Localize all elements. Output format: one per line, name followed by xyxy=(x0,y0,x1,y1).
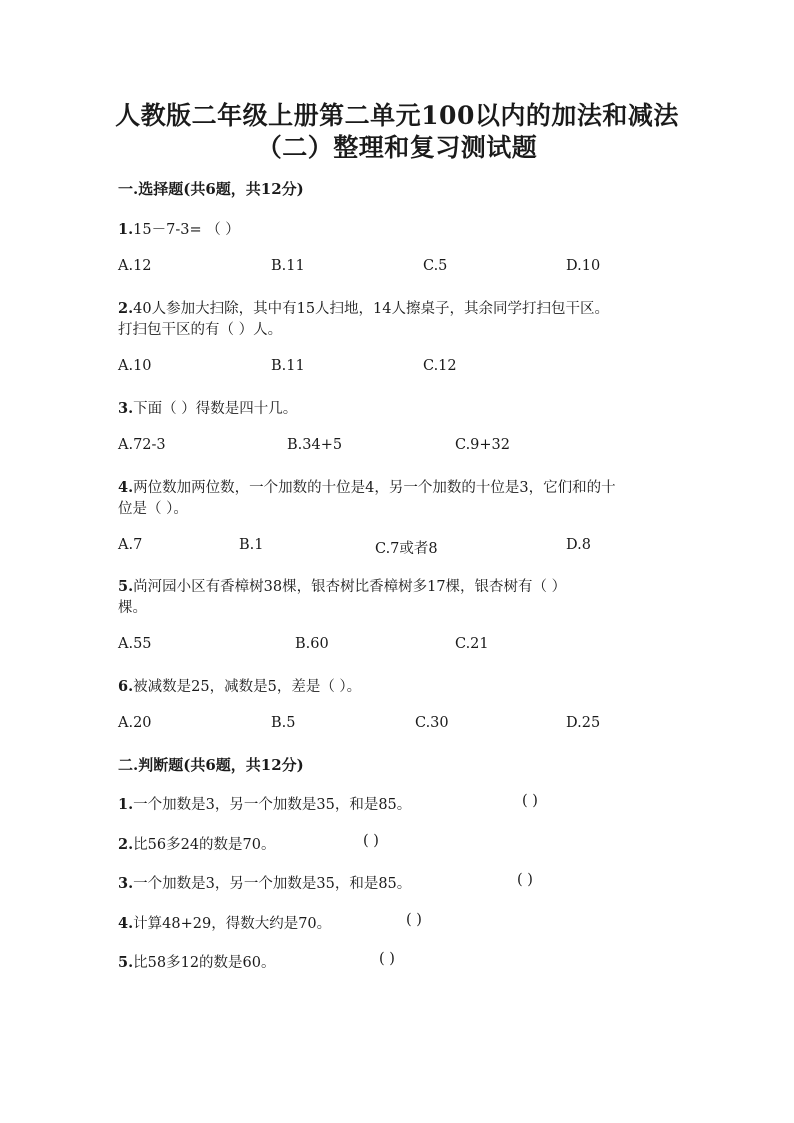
option-b: B.11 xyxy=(271,258,305,274)
judge-question-5 xyxy=(118,951,276,972)
question-text: 比58多12的数是60。 xyxy=(133,955,276,971)
question-number: 2. xyxy=(118,300,134,317)
page-title-line1: 人教版二年级上册第二单元100以内的加法和减法 xyxy=(115,101,679,130)
question-text: 比56多24的数是70。 xyxy=(133,837,276,853)
option-c: C.21 xyxy=(455,636,489,652)
question-3 xyxy=(118,397,297,418)
option-d: D.10 xyxy=(566,258,601,274)
option-a: A.55 xyxy=(118,636,152,652)
question-5-continued: 棵。 xyxy=(118,600,147,616)
option-a: A.10 xyxy=(118,358,152,374)
question-1 xyxy=(118,218,240,239)
question-4-continued: 位是（ ）。 xyxy=(118,501,188,517)
question-number: 3. xyxy=(118,400,134,417)
question-number: 2. xyxy=(118,836,134,853)
question-6 xyxy=(118,675,361,696)
question-text: 一个加数是3，另一个加数是35，和是85。 xyxy=(133,797,412,813)
answer-paren: ( ) xyxy=(379,951,395,967)
option-c: C.7或者8 xyxy=(375,541,438,557)
judge-question-2 xyxy=(118,833,276,854)
option-a: A.20 xyxy=(118,715,152,731)
question-5 xyxy=(118,575,566,596)
question-number: 3. xyxy=(118,875,134,892)
option-b: B.1 xyxy=(239,537,264,553)
option-c: C.12 xyxy=(423,358,457,374)
section2-heading: 二.判断题(共6题，共12分) xyxy=(118,756,304,774)
option-b: B.5 xyxy=(271,715,296,731)
option-a: A.7 xyxy=(118,537,143,553)
question-number: 5. xyxy=(118,578,134,595)
page-title-line2: （二）整理和复习测试题 xyxy=(256,133,538,162)
judge-question-3 xyxy=(118,872,411,893)
answer-paren: ( ) xyxy=(363,833,379,849)
section1-heading: 一.选择题(共6题，共12分) xyxy=(118,180,304,198)
option-b: B.60 xyxy=(295,636,329,652)
answer-paren: ( ) xyxy=(522,793,538,809)
option-d: D.25 xyxy=(566,715,601,731)
question-text: 下面（ ）得数是四十几。 xyxy=(133,401,298,417)
question-text: 被减数是25，减数是5，差是（ ）。 xyxy=(133,679,362,695)
question-text: 一个加数是3，另一个加数是35，和是85。 xyxy=(133,876,412,892)
question-text: 尚河园小区有香樟树38棵，银杏树比香樟树多17棵，银杏树有（ ） xyxy=(133,579,567,595)
question-text: 两位数加两位数，一个加数的十位是4，另一个加数的十位是3，它们和的十 xyxy=(133,480,616,496)
answer-paren: ( ) xyxy=(406,912,422,928)
option-c: C.30 xyxy=(415,715,449,731)
question-number: 4. xyxy=(118,915,134,932)
question-text: 计算48+29，得数大约是70。 xyxy=(133,916,332,932)
option-c: C.5 xyxy=(423,258,448,274)
question-2-continued: 打扫包干区的有（ ）人。 xyxy=(118,322,283,338)
question-number: 4. xyxy=(118,479,134,496)
question-4 xyxy=(118,476,616,497)
judge-question-4 xyxy=(118,912,331,933)
question-number: 1. xyxy=(118,221,134,238)
judge-question-1 xyxy=(118,793,411,814)
option-d: D.8 xyxy=(566,537,591,553)
option-a: A.12 xyxy=(118,258,152,274)
option-a: A.72-3 xyxy=(118,437,166,453)
option-c: C.9+32 xyxy=(455,437,511,453)
question-text: 15－7-3= （ ） xyxy=(133,222,240,238)
answer-paren: ( ) xyxy=(517,872,533,888)
question-2 xyxy=(118,297,609,318)
question-text: 40人参加大扫除，其中有15人扫地，14人擦桌子，其余同学打扫包干区。 xyxy=(133,301,609,317)
question-number: 6. xyxy=(118,678,134,695)
question-number: 1. xyxy=(118,796,134,813)
question-number: 5. xyxy=(118,954,134,971)
option-b: B.11 xyxy=(271,358,305,374)
option-b: B.34+5 xyxy=(287,437,343,453)
